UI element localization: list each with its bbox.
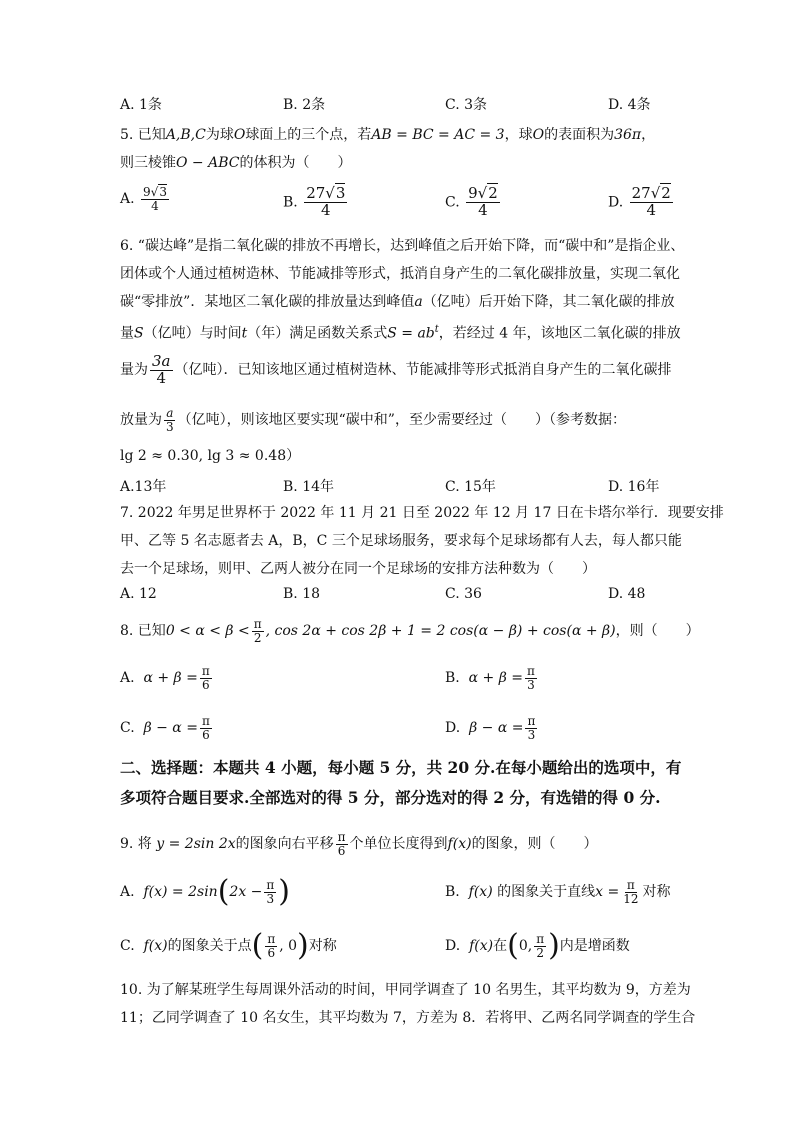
fraction: $\frac{\pi}{2}$ — [536, 931, 545, 960]
q6-option-b: B. 14年 — [283, 479, 335, 495]
fraction: $\frac{27√3}{4}$ — [306, 184, 346, 219]
fraction: $\frac{\pi}{3}$ — [266, 877, 275, 906]
q8-option-b: B. α + β = $\frac{\pi}{3}$ — [445, 663, 535, 692]
fraction: $\frac{a}{3}$ — [166, 405, 174, 434]
fraction: $\frac{\pi}{6}$ — [337, 829, 346, 858]
fraction: $\frac{\pi}{6}$ — [201, 713, 210, 742]
q6-stem-line3: 碳“零排放”．某地区二氧化碳的排放量达到峰值a（亿吨）后开始下降，其二氧化碳的排放 — [120, 294, 675, 310]
q5-option-b: B. $\frac{27√3}{4}$ — [283, 184, 346, 219]
q7-option-d: D. 48 — [608, 586, 646, 602]
q4-option-b: B. 2条 — [283, 97, 326, 113]
fraction: $\frac{9√2}{4}$ — [468, 184, 498, 219]
fraction: $\frac{3a}{4}$ — [152, 351, 171, 387]
q9-option-a: A. f(x) = 2sin(2x − $\frac{\pi}{3}$ ) — [120, 874, 290, 909]
q4-option-d: D. 4条 — [608, 97, 651, 113]
fraction: $\frac{\pi}{12}$ — [623, 877, 639, 906]
q8-stem: 8. 已知0 < α < β < $\frac{\pi}{2}$ , cos 2α + cos 2β + 1 = 2 cos(α − β) + cos(α + β)，则（ ） — [120, 616, 700, 645]
q6-stem-line1: 6. “碳达峰”是指二氧化碳的排放不再增长，达到峰值之后开始下降，而“碳中和”是指企业、 — [120, 238, 685, 254]
q6-stem-line5: 量为 $\frac{3a}{4}$ （亿吨）．已知该地区通过植树造林、节能减排等形式抵消自身产生的二氧化碳排 — [120, 351, 672, 387]
q6-option-d: D. 16年 — [608, 479, 660, 495]
q9-option-d: D. f(x)在(0, $\frac{\pi}{2}$ )内是增函数 — [445, 928, 630, 963]
q7-stem-line3: 去一个足球场，则甲、乙两人被分在同一个足球场的安排方法种数为（ ） — [120, 561, 596, 577]
fraction: $\frac{\pi}{3}$ — [527, 663, 535, 692]
fraction: $\frac{\pi}{6}$ — [201, 663, 210, 692]
q4-option-c: C. 3条 — [445, 97, 488, 113]
q7-option-b: B. 18 — [283, 586, 321, 602]
q6-stem-line2: 团体或个人通过植树造林、节能减排等形式，抵消自身产生的二氧化碳排放量，实现二氧化 — [120, 266, 680, 282]
q8-option-d: D. β − α = $\frac{\pi}{3}$ — [445, 713, 536, 742]
q9-stem: 9. 将 y = 2sin 2x的图象向右平移 $\frac{\pi}{6}$ 个单位长度得到f(x)的图象，则（ ） — [120, 829, 598, 858]
q10-stem-line1: 10. 为了解某班学生每周课外活动的时间，甲同学调查了 10 名男生，其平均数为 9，方差为 — [120, 982, 691, 998]
q5-option-a: A. $\frac{9√3}{4}$ — [120, 185, 167, 213]
fraction: $\frac{\pi}{2}$ — [253, 616, 262, 645]
q5-stem-line1: 5. 已知A,B,C为球O球面上的三个点，若AB = BC = AC = 3，球O的表面积为36π， — [120, 127, 656, 143]
q9-option-b: B. f(x) 的图象关于直线x = $\frac{\pi}{12}$ 对称 — [445, 877, 671, 906]
q5-stem-line2: 则三棱锥O − ABC的体积为（ ） — [120, 155, 352, 171]
q7-option-a: A. 12 — [120, 586, 157, 602]
q10-stem-line2: 11；乙同学调查了 10 名女生，其平均数为 7，方差为 8．若将甲、乙两名同学调查的学生合 — [120, 1010, 696, 1026]
q7-option-c: C. 36 — [445, 586, 482, 602]
fraction: $\frac{9√3}{4}$ — [143, 185, 167, 213]
q4-option-a: A. 1条 — [120, 97, 162, 113]
q7-stem-line1: 7. 2022 年男足世界杯于 2022 年 11 月 21 日至 2022 年 12 月 17 日在卡塔尔举行．现要安排 — [120, 505, 724, 521]
fraction: $\frac{\pi}{6}$ — [267, 931, 276, 960]
q6-stem-line7: lg 2 ≈ 0.30, lg 3 ≈ 0.48） — [120, 448, 301, 464]
section-2-header-line2: 多项符合题目要求.全部选对的得 5 分，部分选对的得 2 分，有选错的得 0 分. — [120, 788, 661, 807]
q6-stem-line4: 量S（亿吨）与时间t（年）满足函数关系式$S = ab^t$，若经过 4 年，该地区二氧化碳的排放 — [120, 324, 681, 342]
q6-option-a: A.13年 — [120, 479, 167, 495]
q5-option-d: D. $\frac{27√2}{4}$ — [608, 184, 671, 219]
fraction: $\frac{27√2}{4}$ — [631, 184, 671, 219]
fraction: $\frac{\pi}{3}$ — [527, 713, 536, 742]
section-2-header-line1: 二、选择题：本题共 4 小题，每小题 5 分，共 20 分.在每小题给出的选项中，有 — [120, 758, 682, 777]
q6-stem-line6: 放量为 $\frac{a}{3}$ （亿吨），则该地区要实现“碳中和”，至少需要经过（ ）（参考数据： — [120, 405, 626, 434]
q7-stem-line2: 甲、乙等 5 名志愿者去 A，B，C 三个足球场服务，要求每个足球场都有人去，每人都只能 — [120, 533, 682, 549]
q8-option-a: A. α + β = $\frac{\pi}{6}$ — [120, 663, 210, 692]
q5-option-c: C. $\frac{9√2}{4}$ — [445, 184, 498, 219]
q9-option-c: C. f(x)的图象关于点( $\frac{\pi}{6}$ , 0)对称 — [120, 928, 337, 963]
q8-option-c: C. β − α = $\frac{\pi}{6}$ — [120, 713, 210, 742]
q6-option-c: C. 15年 — [445, 479, 496, 495]
